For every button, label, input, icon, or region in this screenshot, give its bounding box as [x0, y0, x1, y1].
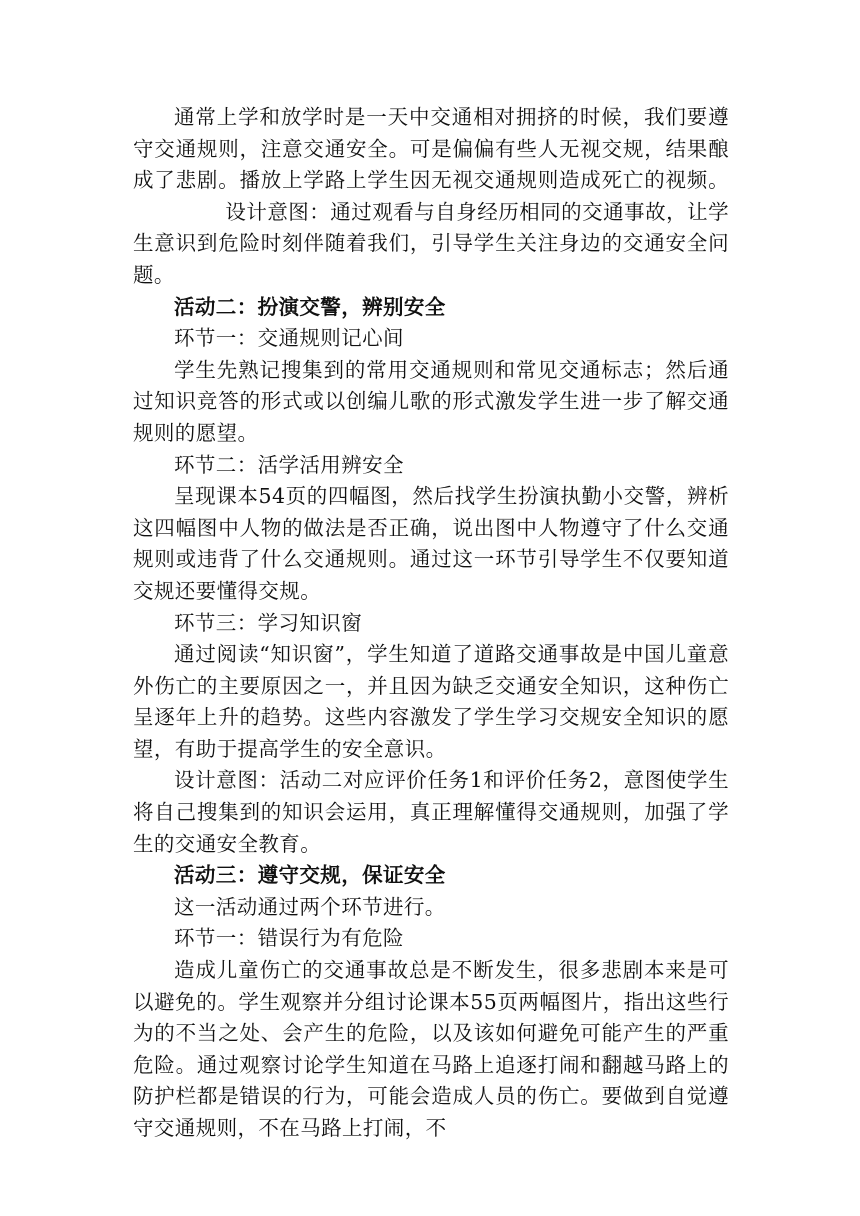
- section-heading-4: 环节一：错误行为有危险: [174, 926, 404, 951]
- paragraph-knowledge-window: 通过阅读“知识窗”，学生知道了道路交通事故是中国儿童意外伤亡的主要原因之一，并且因为缺乏交通安全知识，这种伤亡呈逐年上升的趋势。这些内容激发了学生学习交规安全知识的愿望，有助于提高学生的安全意识。: [133, 642, 729, 761]
- paragraph-intro-text: 通常上学和放学时是一天中交通相对拥挤的时候，我们要遵守交通规则，注意交通安全。可是偏偏有些人无视交规，结果酿成了悲剧。播放上学路上学生因无视交通规则造成死亡的视频。: [133, 105, 729, 193]
- paragraph-design-intent-2: 设计意图：活动二对应评价任务1和评价任务2，意图使学生将自己搜集到的知识会运用，真正理解懂得交通规则，加强了学生的交通安全教育。: [133, 768, 729, 856]
- section-heading-1: 环节一：交通规则记心间: [174, 326, 404, 351]
- paragraph-role-play: 呈现课本54页的四幅图，然后找学生扮演执勤小交警，辨析这四幅图中人物的做法是否正确，说出图中人物遵守了什么交通规则或违背了什么交通规则。通过这一环节引导学生不仅要知道交规还要懂得交规。: [133, 484, 729, 603]
- paragraph-two-segments: 这一活动通过两个环节进行。: [174, 894, 446, 919]
- design-intent-1-text: 设计意图：通过观看与自身经历相同的交通事故，让学生意识到危险时刻伴随着我们，引导学生关注身边的交通安全问题。: [133, 199, 729, 287]
- document-body: [133, 102, 729, 1145]
- paragraph-memorize-rules: 学生先熟记搜集到的常用交通规则和常见交通标志；然后通过知识竞答的形式或以创编儿歌的形式激发学生进一步了解交通规则的愿望。: [133, 357, 729, 445]
- section-heading-3: 环节三：学习知识窗: [174, 610, 363, 635]
- activity-three-heading: 活动三：遵守交规，保证安全: [174, 863, 446, 888]
- paragraph-intro: [133, 102, 729, 292]
- section-heading-2: 环节二：活学活用辨安全: [174, 452, 404, 477]
- activity-two-heading: 活动二：扮演交警，辨别安全: [174, 294, 446, 319]
- paragraph-dangerous-behavior: 造成儿童伤亡的交通事故总是不断发生，很多悲剧本来是可以避免的。学生观察并分组讨论课本55页两幅图片，指出这些行为的不当之处、会产生的危险，以及该如何避免可能产生的严重危险。通过观察讨论学生知道在马路上追逐打闹和翻越马路上的防护栏都是错误的行为，可能会造成人员的伤亡。要做到自觉遵守交通规则，不在马路上打闹，不: [133, 958, 729, 1140]
